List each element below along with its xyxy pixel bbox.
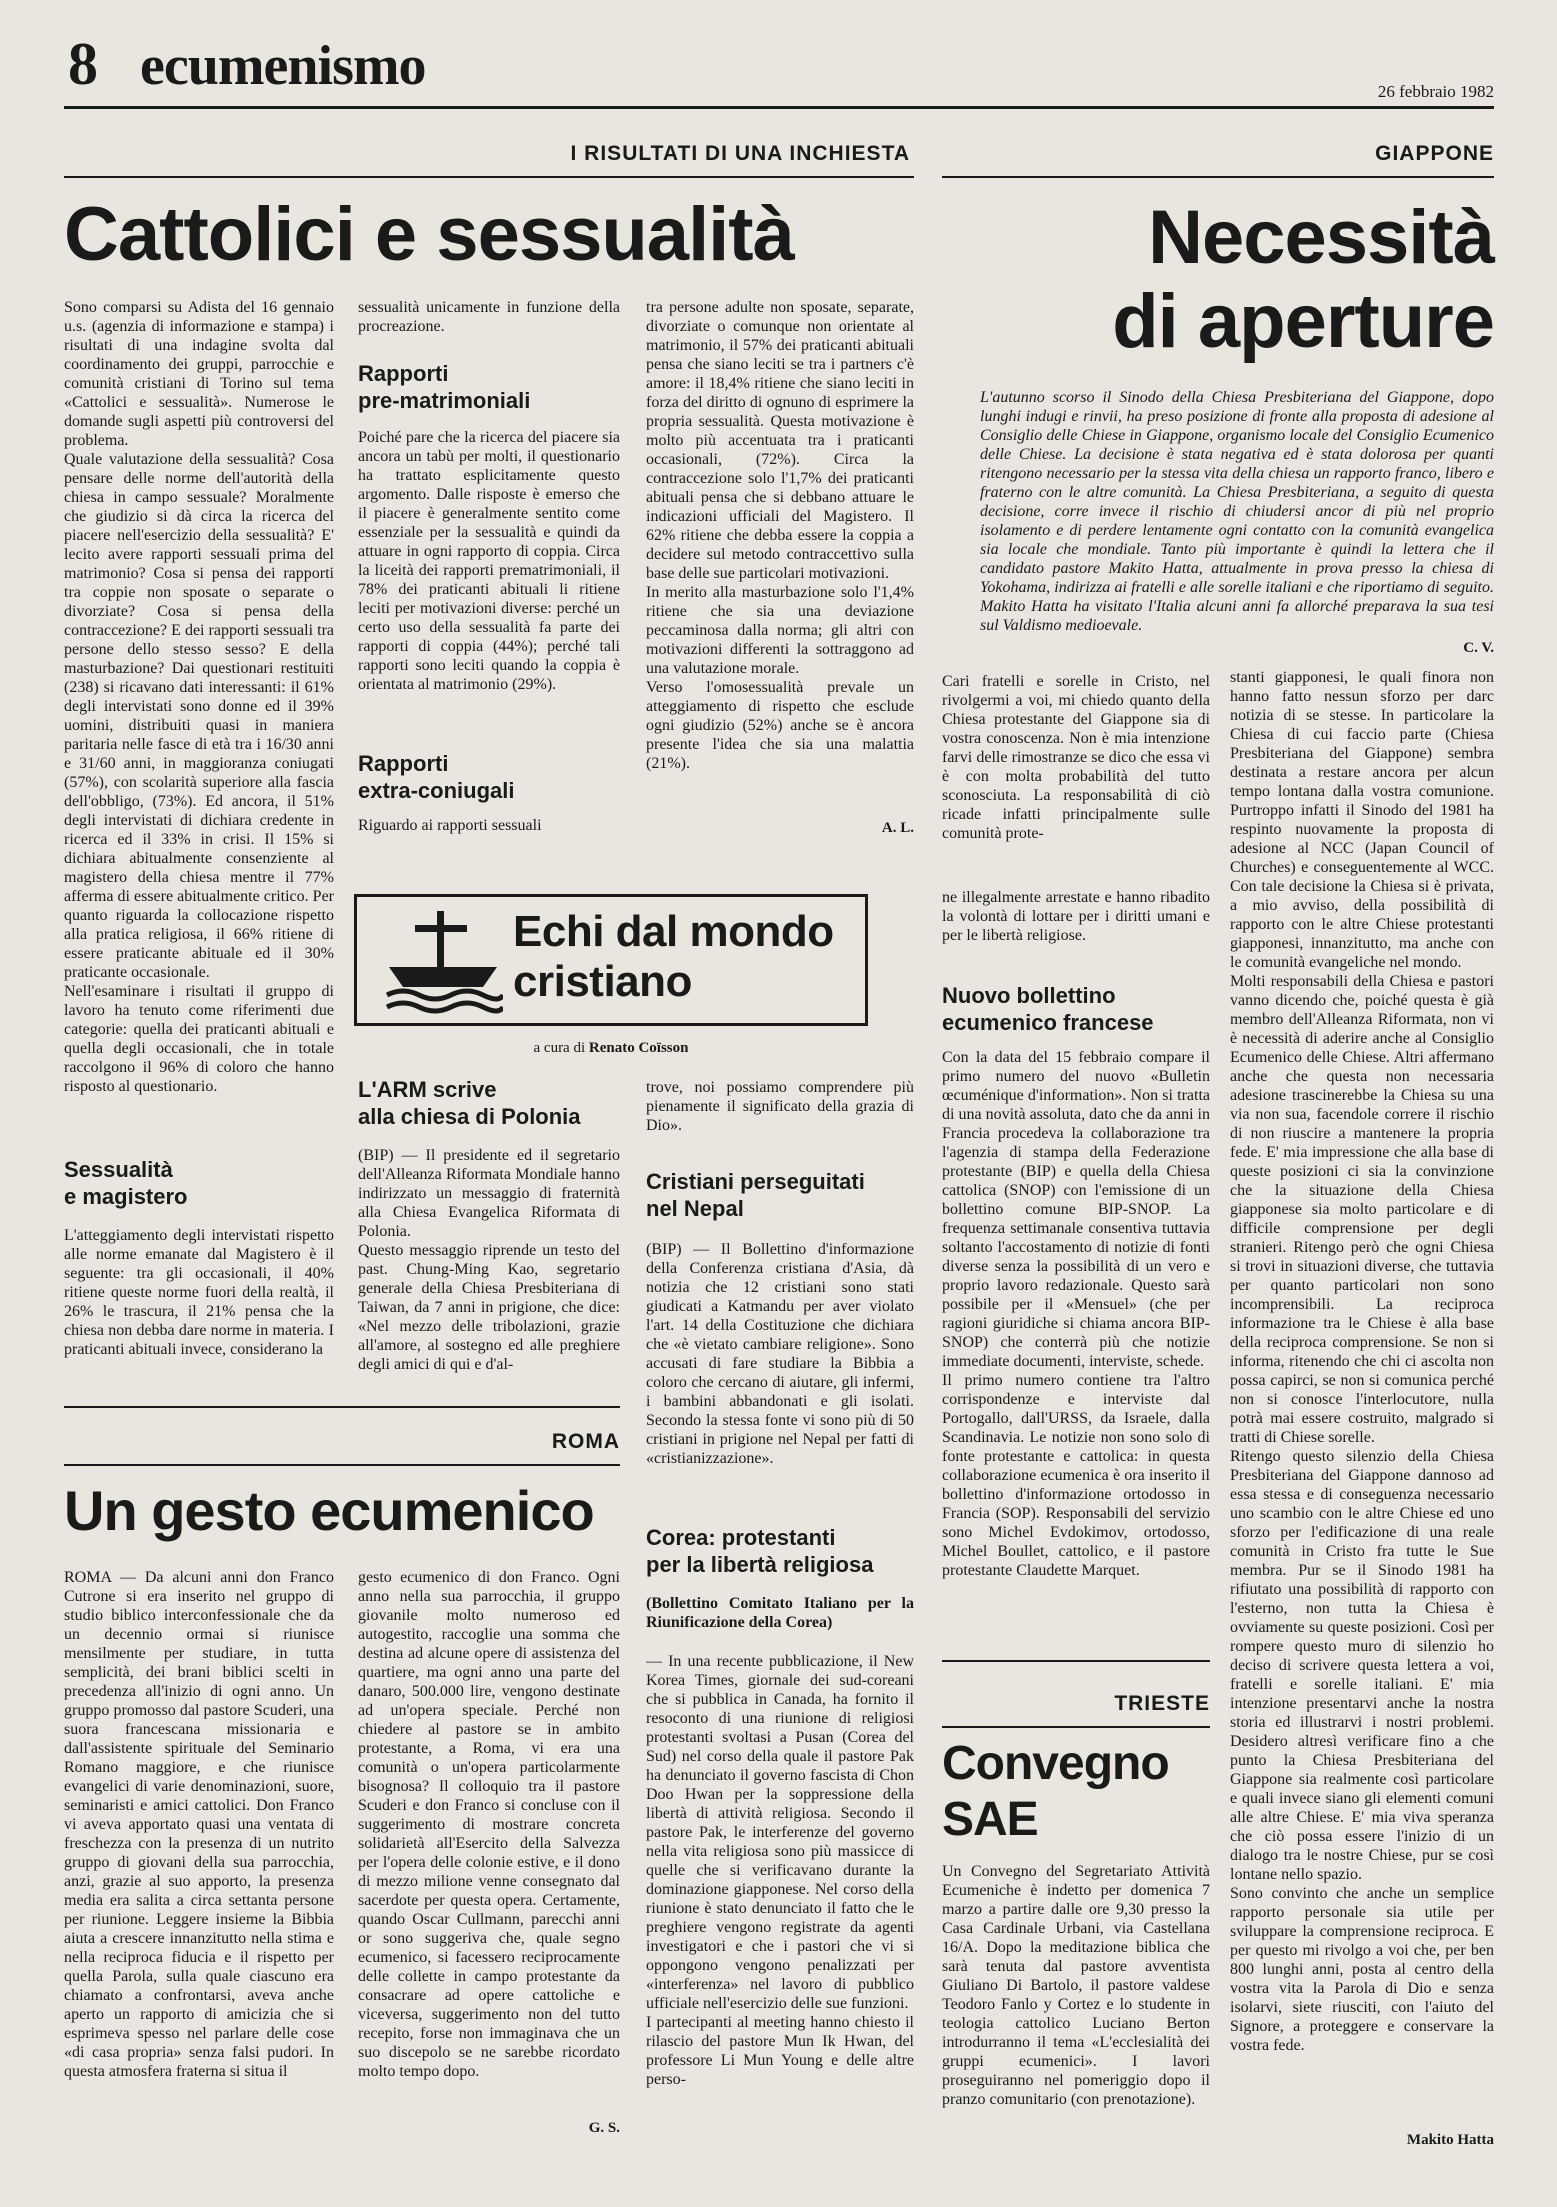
headline-trieste-1: Convegno [942,1737,1169,1790]
headline-arm: L'ARM scrive alla chiesa di Polonia [358,1077,581,1129]
roma-signature: G. S. [588,2120,620,2136]
echi-credit-prefix: a cura di [533,1040,586,1056]
roma-col2: gesto ecumenico di don Franco. Ogni anno nella sua parrocchia, il gruppo giovanile molto numeroso ed autogestito, raccoglie una somma che destina ad alcune opere di assistenza del quartiere, ma ogni anno una parte del danaro, 500.000 lire, vengono destinate ad un'opera speciale. Perché non chiedere al pastore se in ambito protestante, a Roma, vi era una comunità o un'opera particolarmente bisognosa? Il colloquio tra il pastore Scuderi e don Franco si concluse con il suggerimento di mostrare concreta solidarietà all'Esercito della Salvezza per l'opera delle colonie estive, e il dono di mezzo milione venne consegnato dal sacerdote per questa opera. Certamente, quando Oscar Cullmann, parecchi anni or sono suggeriva che, quale segno ecumenico, si facessero reciprocamente delle collette in campo protestante da consacrare ad opere cattoliche e viceversa, suggerimento non del tutto recepito, forse non immaginava che un suo discepolo se ne sarebbe ricordato molto tempo dopo. [358,1569,620,2080]
corea-source: (Bollettino Comitato Italiano per la Riunificazione della Corea) [646,1595,914,1631]
rule-roma-top [64,1406,620,1408]
rule-sessualita [64,176,914,178]
echi-box [354,894,868,1026]
kicker-giappone: GIAPPONE [1375,142,1494,165]
arm-body-a: (BIP) — Il presidente ed il segretario dell'Alleanza Riformata Mondiale hanno indirizzato un messaggio di fraternità alla Chiesa Evangelica Riformata di Polonia. Questo messaggio riprende un testo del past. Chung-Ming Kao, segretario generale della Chiesa Presbiteriana di Taiwan, da 7 anni in prigione, che dice: «Nel mezzo delle tribolazioni, grazie all'amore, al sostegno ed alle preghiere degli amici di qui e d'al- [358,1147,620,1373]
kicker-inchiesta: I RISULTATI DI UNA INCHIESTA [570,142,910,165]
sub-extraconiugali: Rapporti extra-coniugali [358,751,515,803]
giappone-col-b: stanti giapponesi, le quali finora non hanno fatto nessun sforzo per darc notizia di se stesse. In particolare la Chiesa di cui faccio parte (Chiesa Presbiteriana del Giappone) sembra destinata a restare ancora per alcun tempo lontana dalla vostra comunione. Purtroppo infatti il Sinodo del 1981 ha respinto nuovamente la proposta di adesione al NCC (Japan Council of Churches) e conseguentemente al WCC. Con tale decisione la Chiesa si è privata, a mio avviso, della possibilità di rapporto con le altre Chiese protestanti giapponesi, innanzitutto, ma anche con le comunità evangeliche nel mondo. Molti responsabili della Chiesa e pastori vanno dicendo che, poiché questa è già membro dell'Alleanza Riformata, non vi è necessità di aderire anche al Consiglio Ecumenico delle Chiese. Altri affermano anche che questa non necessaria adesione trascinerebbe la Chiesa su una via non sua, facendole correre il rischio di non riuscire a mantenere la propria fede. E' mia impressione che alla base di queste posizioni ci sia la convinzione che la situazione della Chiesa giapponese sia molto particolare e di difficile comprensione per degli stranieri. Ritengo però che ogni Chiesa si trovi in situazioni diverse, che tuttavia per quanto particolari non sono incomprensibili. La reciproca informazione tra le Chiese è alla base della reciproca comprensione. Se non si informa, ritenendo che chi ci ascolta non possa capirci, se non si comunica perché non si conosce l'interlocutore, nulla potrà mai essere costruito, malgrado si tratti di Chiese sorelle. Ritengo questo silenzio della Chiesa Presbiteriana del Giappone dannoso ad essa stessa e di conseguenza necessario uno scambio con le altre Chiese ed uno sforzo per l'edificazione di una reale comunità in Cristo fra tutte le Sue membra. Pur se il Sinodo 1981 ha rifiutato una possibilità di rapporto con l'esterno, non tutta la Chiesa è ovviamente su queste posizioni. Così per rompere questo muro di silenzio ho deciso di scrivere questa lettera a voi, fratelli e sorelle italiani. E' mia intenzione presentarvi anche la nostra storia ed illustrarvi i nostri problemi. Desidero altresì verificare fino a che punto la Chiesa Presbiteriana del Giappone sia realmente così particolare e quali invece siano gli elementi comuni alle altre Chiese. E' mia viva speranza che ciò possa essere l'inizio di un dialogo tra le nostre Chiese, pur se così lontane nello spazio. Sono convinto che anche un semplice rapporto personale sia utile per sviluppare la comprensione reciproca. E per questo mi rivolgo a voi che, per ben 800 lunghi anni, posta al centro della vostra vita la Parola di Dio e senza isolarvi, siete riusciti, con l'aiuto del Signore, a proteggere e conservare la vostra fede. [1230,669,1494,2054]
roma-col1: ROMA — Da alcuni anni don Franco Cutrone si era inserito nel gruppo di studio biblico interconfessionale che da un decennio ormai si riunisce mensilmente per studiare, in tutta semplicità, dei brani biblici scelti in precedenza all'inizio di ogni anno. Un gruppo promosso dal pastore Scuderi, una suora francescana missionaria e dall'assistente spirituale del Seminario Romano maggiore, e che riunisce evangelici di varie denominazioni, suore, seminaristi e amici cattolici. Don Franco vi aveva apportato quasi una ventata di freschezza con la presenza di un nutrito gruppo di giovani della sua parrocchia, anzi, grazie al suo apporto, la presenza media era salita a circa settanta persone per riunione. Leggere insieme la Bibbia aiuta a crescere innanzitutto nella stima e nella reciproca fiducia e il rispetto per quella Parola, sulla quale ciascuno era chiamato a confrontarsi, aveva anche aperto un rapporto di amicizia che si esprimeva spesso nel parlare delle cose «di casa propria» senza falsi pudori. In questa atmosfera fraterna si situa il [64,1569,334,2080]
echi-credit-name: Renato Coïsson [588,1040,689,1056]
bollettino-lead: ne illegalmente arrestate e hanno ribadito la volontà di lottare per i diritti umani e per le libertà religiose. [942,889,1210,944]
kicker-trieste: TRIESTE [1114,1692,1210,1715]
headline-trieste-2: SAE [942,1793,1038,1846]
headline-roma: Un gesto ecumenico [64,1479,594,1542]
page-number: 8 [68,31,98,97]
sub-magistero: Sessualità e magistero [64,1157,188,1209]
section-title: ecumenismo [140,35,426,97]
sessualita-col1-b: L'atteggiamento degli intervistati rispetto alle norme emanate dal Magistero è il seguente: tra gli occasionali, il 40% ritiene queste norme fuori della realtà, il 26% le trascura, il 21% pensa che la chiesa non debba dare norme in materia. I praticanti abituali invece, considerano la [64,1227,334,1358]
headline-giappone-1: Necessità [1148,195,1494,280]
rule-trieste-top [942,1660,1210,1662]
giappone-col-a: Cari fratelli e sorelle in Cristo, nel rivolgermi a voi, mi chiedo quanto della Chiesa protestante del Giappone sia di vostra conoscenza. Non è mia intenzione farvi delle rimostranze se dico che essa vi è con molta probabilità del tutto sconosciuta. La responsabilità di ciò ricade infatti principalmente sulle comunità prote- [942,673,1210,842]
sessualita-col2-a: sessualità unicamente in funzione della procreazione. [358,299,620,335]
sessualita-col2-b: Poiché pare che la ricerca del piacere sia ancora un tabù per molti, il questionario ha trattato esplicitamente questo argomento. Dalle risposte è emerso che il piacere è generalmente sentito come essenziale per la sessualità e quindi da attuare in ogni rapporto di coppia. Circa la liceità dei rapporti prematrimoniali, il 78% dei praticanti abituali li ritiene leciti per motivazioni diverse: perché un certo uso della sessualità fa parte dei rapporti di coppia (44%); perché tali rapporti sono leciti quando la coppia è orientata al matrimonio (29%). [358,429,620,693]
headline-corea: Corea: protestanti per la libertà religiosa [646,1525,874,1577]
sessualita-col2-c: Riguardo ai rapporti sessuali [358,817,542,834]
headline-bollettino: Nuovo bollettino ecumenico francese [942,983,1154,1035]
giappone-signature: Makito Hatta [1406,2132,1494,2148]
arm-body-b: trove, noi possiamo comprendere più pienamente il significato della grazia di Dio». [646,1079,914,1134]
giappone-intro: L'autunno scorso il Sinodo della Chiesa Presbiteriana del Giappone, dopo lunghi indugi e rinvii, ha preso posizione di fronte alla proposta di adesione al Consiglio delle Chiese in Giappone, organismo locale del Consiglio Ecumenico delle Chiese. La decisione è stata negativa ed è stata dolorosa per quanti ritengono necessario per la stessa vita della chiesa un rapporto franco, libero e fraterno con le altre comunità. La Chiesa Presbiteriana, a seguito di questa decisione, corre invece il rischio di chiudersi ancor di più nel proprio isolamento e di perdere lentamente ogni contatto con la comunità evangelica sia locale che mondiale. Tanto più importante è quindi la lettera che il candidato pastore Makito Hatta, attualmente in prova presso la chiesa di Yokohama, indirizza ai fratelli e alle sorelle italiani e che riportiamo di seguito. Makito Hatta ha visitato l'Italia alcuni anni fa allorché preparava la sua tesi sul Valdismo medioevale. [980,389,1494,634]
rule-trieste [942,1726,1210,1728]
masthead-rule [64,106,1494,109]
sessualita-col3: tra persone adulte non sposate, separate, divorziate o comunque non orientate al matrimonio, il 57% dei praticanti abituali pensa che siano leciti se tra i partners c'è amore: il 18,4% ritiene che siano leciti in forza del diritto di ognuno di esprimere la propria sessualità. Questa motivazione è molto più accentuata tra i praticanti occasionali, (72%). Circa la contraccezione solo l'1,7% dei praticanti abituali pensa che si debbano attuare le indicazioni ufficiali del Magistero. Il 62% ritiene che debba essere la coppia a decidere sul metodo contraccettivo sulla base delle sue particolari motivazioni. In merito alla masturbazione solo l'1,4% ritiene che sia una deviazione peccaminosa dalla norma; gli altri con motivazioni differenti la sottraggono ad una valutazione morale. Verso l'omosessualità prevale un atteggiamento di rispetto che esclude ogni giudizio (52%) anche se è ancora presente l'idea che sia una malattia (21%). [646,299,914,772]
sub-prematrimoniali: Rapporti pre-matrimoniali [358,361,531,413]
echi-credit [354,1040,868,1057]
headline-sessualita: Cattolici e sessualità [64,192,794,277]
giappone-intro-signature: C. V. [1463,640,1494,656]
issue-date: 26 febbraio 1982 [1377,82,1494,101]
echi-title-2: cristiano [513,957,692,1006]
kicker-roma: ROMA [551,1430,620,1453]
sessualita-signature: A. L. [881,820,914,836]
headline-giappone-2: di aperture [1112,279,1494,364]
rule-roma [64,1464,620,1466]
echi-title-1: Echi dal mondo [513,907,834,956]
corea-body: — In una recente pubblicazione, il New Korea Times, giornale dei sud-coreani che si pubblica in Canada, ha fornito il resoconto di una riunione di religiosi protestanti svoltasi a Pusan (Corea del Sud) nel corso della quale il pastore Pak ha denunciato il governo fascista di Chon Doo Hwan per la soppressione della libertà di attività religiosa. Secondo il pastore Pak, le interferenze del governo nella vita religiosa sono più massicce di quelle che si verificavano durante la dominazione giapponese. Nel corso della riunione è stato denunciato il fatto che le preghiere vengono registrate da agenti investigatori e che i pastori che vi si oppongono vengono penalizzati per «interferenza» nel lavoro di pubblico ufficiale nell'esercizio delle sue funzioni. I partecipanti al meeting hanno chiesto il rilascio del pastore Mun Ik Hwan, del professore Li Mun Young e delle altre perso- [646,1653,914,2088]
bollettino-body: Con la data del 15 febbraio compare il primo numero del nuovo «Bulletin œcuménique d'information». Non si tratta di una novità assoluta, dato che da anni in Francia procedeva la collaborazione tra l'agenzia di stampa della Federazione protestante (BIP) e quella della Chiesa cattolica (SNOP) con l'emissione di un bollettino comune BIP-SNOP. La frequenza settimanale consentiva tuttavia soltanto l'accostamento di notizie di fonti diverse senza la possibilità di un vero e proprio lavoro redazionale. Questo sarà possibile per il «Mensuel» (che per ragioni giuridiche si chiama ancora BIP-SNOP) che conterrà più che notizie immediate documenti, interviste, schede. Il primo numero contiene tra l'altro corrispondenze e interviste dal Portogallo, dall'URSS, da Israele, dalla Scandinavia. Le notizie non sono solo di fonte protestante e cattolica: in questa collaborazione ecumenica è ora inserito il bollettino d'informazione ortodosso in Francia (SOP). Responsabili del servizio sono Michel Evdokimov, ortodosso, Michel Boullet, cattolico, e il pastore protestante Claudette Marquet. [942,1049,1210,1579]
rule-giappone [942,176,1494,178]
headline-nepal: Cristiani perseguitati nel Nepal [646,1169,865,1221]
trieste-body: Un Convegno del Segretariato Attività Ecumeniche è indetto per domenica 7 marzo a partire dalle ore 9,30 presso la Casa Cardinale Urbani, via Castellana 16/A. Dopo la meditazione biblica che sarà tenuta dal pastore avventista Giuliano Di Bartolo, il pastore valdese Teodoro Fanlo y Cortez e lo studente in teologia cattolico Luciano Berton introdurranno il tema «L'ecclesialità dei gruppi ecumenici». I lavori proseguiranno nel pomeriggio dopo il pranzo comunitario (con prenotazione). [942,1863,1210,2108]
nepal-body: (BIP) — Il Bollettino d'informazione della Conferenza cristiana d'Asia, dà notizia che 12 cristiani sono stati giudicati a Katmandu per aver violato l'art. 14 della Costituzione che dichiara che «è vietato cambiare religione». Sono accusati di fare studiare la Bibbia a coloro che cercano di aiutare, gli infermi, i bambini abbandonati e gli isolati. Secondo la stessa fonte vi sono più di 50 cristiani in prigione nel Nepal per fatti di «cristianizzazione». [646,1241,914,1467]
sessualita-col1-a: Sono comparsi su Adista del 16 gennaio u.s. (agenzia di informazione e stampa) i risultati di una indagine svolta dal coordinamento dei gruppi, parrocchie e comunità cristiani di Torino sul tema «Cattolici e sessualità». Numerose le domande sugli aspetti più controversi del problema. Quale valutazione della sessualità? Cosa pensare delle norme dell'autorità della chiesa in campo sessuale? Moralmente che giudizio si dà circa la ricerca del piacere nell'esercizio della sessualità? E' lecito avere rapporti sessuali prima del matrimonio? Cosa si pensa dei rapporti tra coppie non sposate o separate o divorziate? Cosa si pensa della contraccezione? E dei rapporti sessuali tra persone dello stesso sesso? E della masturbazione? Dai questionari restituiti (238) si ricavano dati interessanti: il 61% degli intervistati sono donne ed il 39% uomini, distribuiti quasi in maniera paritaria nelle fasce di età tra i 16/30 anni e 31/60 anni, in maggioranza coniugati (57%), con scolarità superiore alla fascia dell'obbligo, (73%). Ed ancora, il 51% degli intervistati di dichiara credente in ricerca ed il 33% in crisi. Il 15% si dichiara abitualmente consenziente al magistero della chiesa mentre il 77% afferma di essere abitualmente critico. Per quanto riguarda la collocazione rispetto alla pratica religiosa, il 66% ritiene di essere praticante abituale ed il 30% praticante occasionale. Nell'esaminare i risultati il gruppo di lavoro ha tenuto come riferimenti due categorie: quella dei praticanti abituali e quella degli occasionali, che in totale raccolgono il 96% di coloro che hanno risposto al questionario. [64,299,334,1095]
cross-boat-icon [383,907,503,1015]
